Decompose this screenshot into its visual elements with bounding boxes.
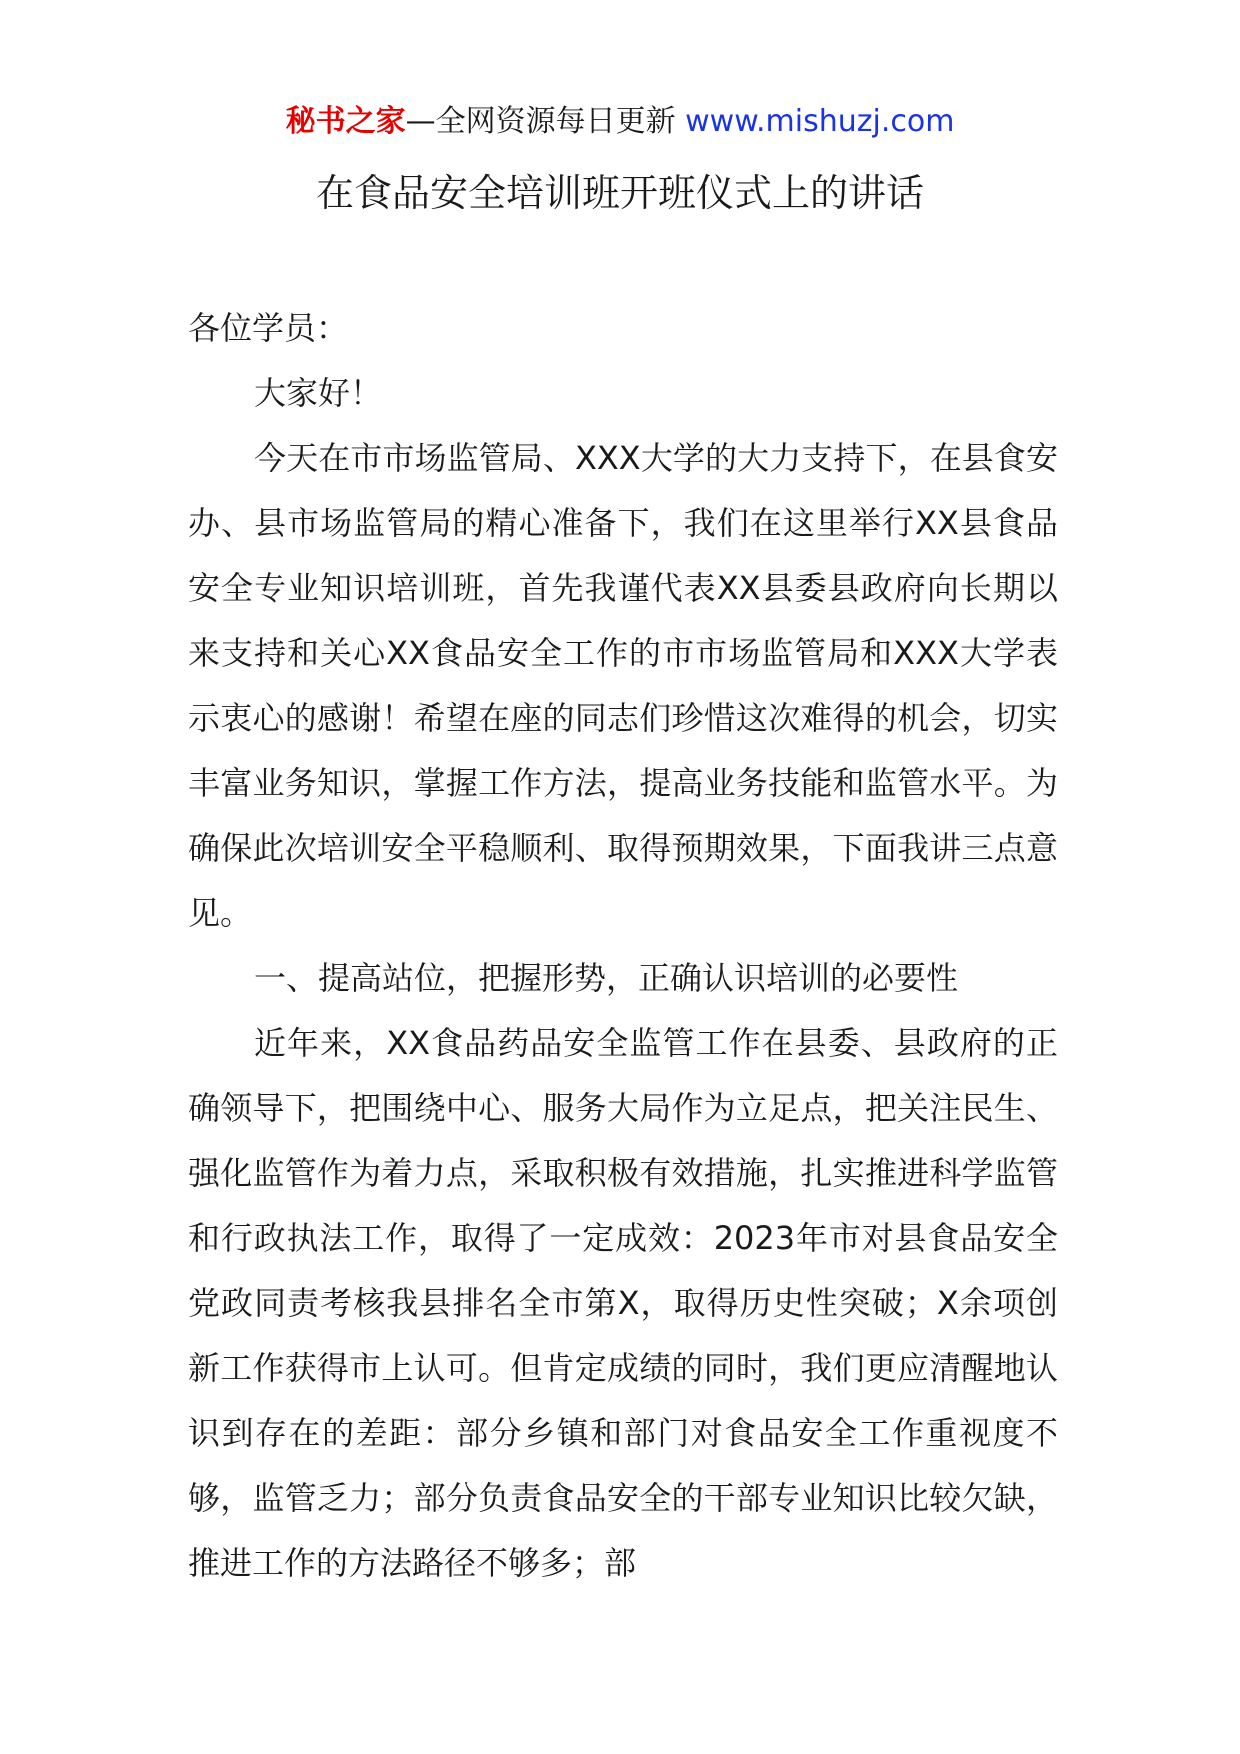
brand-name: 秘书之家 — [285, 104, 406, 139]
salutation: 各位学员： — [188, 309, 349, 347]
document-body — [188, 296, 1058, 1596]
document-title: 在食品安全培训班开班仪式上的讲话 — [315, 171, 924, 215]
header-tagline: —全网资源每日更新 — [405, 104, 676, 139]
paragraph-section-1: 近年来，XX食品药品安全监管工作在县委、县政府的正确领导下，把围绕中心、服务大局作为立足点，把关注民生、强化监管作为着力点，采取积极有效措施，扎实推进科学监管和行政执法工作，取得了一定成效：2023年市对县食品安全党政同责考核我县排名全市第X，取得历史性突破；X余项创新工作获得市上认可。但肯定成绩的同时，我们更应清醒地认识到存在的差距：部分乡镇和部门对食品安全工作重视度不够，监管乏力；部分负责食品安全的干部专业知识比较欠缺，推进工作的方法路径不够多；部 — [188, 1024, 1058, 1582]
paragraph-intro: 今天在市市场监管局、XXX大学的大力支持下，在县食安办、县市场监管局的精心准备下，我们在这里举行XX县食品安全专业知识培训班，首先我谨代表XX县委县政府向长期以来支持和关心XX食品安全工作的市市场监管局和XXX大学表示衷心的感谢！希望在座的同志们珍惜这次难得的机会，切实丰富业务知识，掌握工作方法，提高业务技能和监管水平。为确保此次培训安全平稳顺利、取得预期效果，下面我讲三点意见。 — [188, 439, 1058, 932]
section-heading: 一、提高站位，把握形势，正确认识培训的必要性 — [254, 959, 959, 997]
site-url-link[interactable]: www.mishuzj.com — [685, 104, 955, 139]
site-header — [0, 100, 1240, 144]
greeting: 大家好！ — [254, 374, 383, 412]
